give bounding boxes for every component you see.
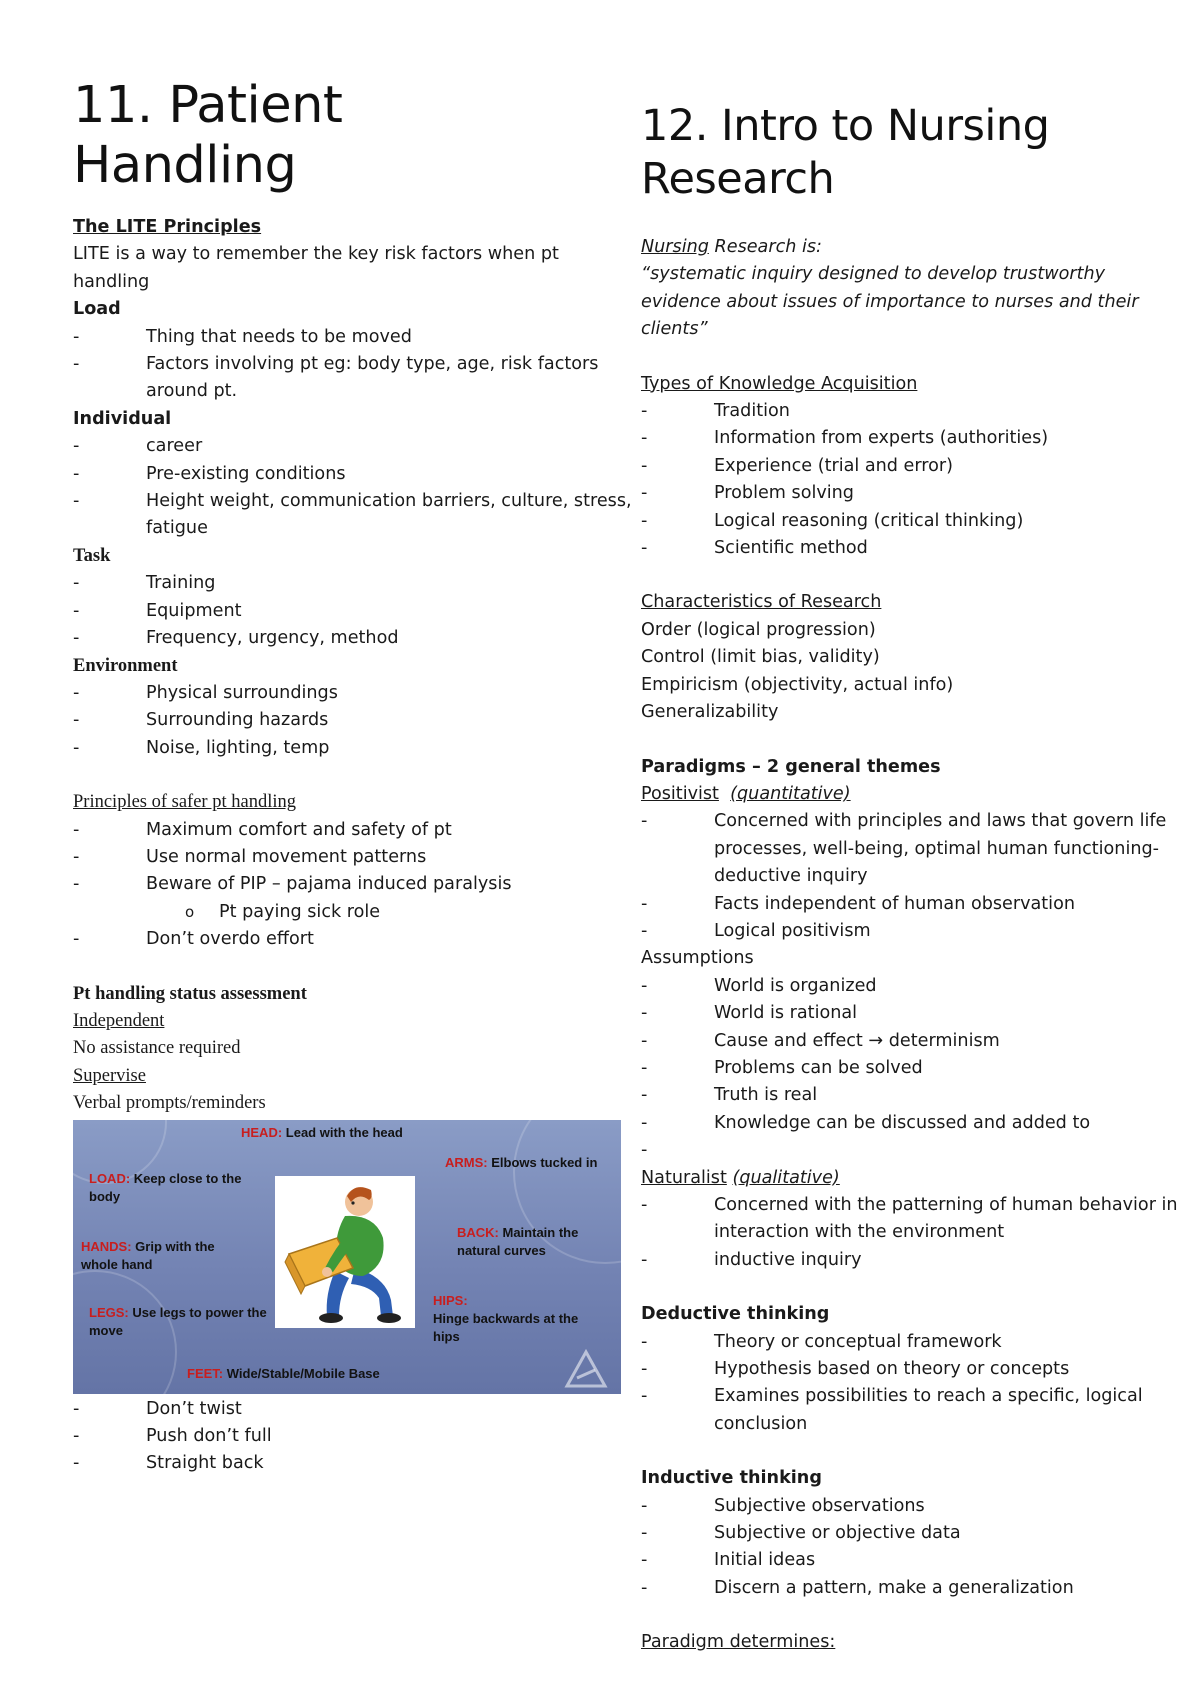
list-item: - Training (73, 570, 633, 597)
load-label: LOAD: Keep close to the body (89, 1170, 242, 1204)
list-item: - Height weight, communication barriers, culture, stress, fatigue (73, 488, 633, 543)
list-item (641, 1137, 1181, 1164)
assessment-heading: Pt handling status assessment (73, 983, 307, 1004)
load-heading: Load (73, 299, 121, 320)
list-item: - World is rational (641, 1000, 1181, 1027)
naturalist-list (641, 1192, 1181, 1274)
list-item: - Problem solving (641, 480, 1181, 507)
list-item: - Logical positivism (641, 918, 1181, 945)
list-item: - Push don’t full (73, 1423, 633, 1450)
list-item: - Thing that needs to be moved (73, 324, 633, 351)
lite-heading: The LITE Principles (73, 217, 262, 237)
section-11-title (73, 0, 633, 196)
individual-heading: Individual (73, 408, 172, 429)
independent-desc: No assistance required (73, 1038, 241, 1059)
list-item: - Subjective observations (641, 1493, 1181, 1520)
list-item: - Concerned with the patterning of human behavior in interaction with the environment (641, 1192, 1181, 1247)
after-image-list (73, 1396, 633, 1478)
list-item: - Physical surroundings (73, 680, 633, 707)
list-item: - Hypothesis based on theory or concepts (641, 1356, 1181, 1383)
paradigm-determines-heading: Paradigm determines: (641, 1632, 836, 1653)
list-item: - Surrounding hazards (73, 707, 633, 734)
list-item: - Discern a pattern, make a generalization (641, 1575, 1181, 1602)
safe-lifting-illustration (73, 1120, 621, 1394)
head-label: HEAD: Lead with the head (241, 1124, 403, 1140)
deductive-heading: Deductive thinking (641, 1304, 830, 1325)
hips-label: HIPS: Hinge backwards at the hips (433, 1292, 579, 1344)
right-body (641, 234, 1181, 1657)
hands-label: HANDS: Grip with the whole hand (81, 1238, 215, 1272)
section-12-title (641, 0, 1181, 206)
list-item: - Noise, lighting, temp (73, 735, 633, 762)
list-item: - Tradition (641, 398, 1181, 425)
nursing-research-quote: “systematic inquiry designed to develop trustworthy evidence about issues of importance to nurses and their clients” (641, 264, 1139, 340)
list-item: - Theory or conceptual framework (641, 1329, 1181, 1356)
paradigms-heading: Paradigms – 2 general themes (641, 756, 941, 777)
safer-handling-list-cont (73, 926, 633, 953)
list-item: - Initial ideas (641, 1547, 1181, 1574)
environment-list (73, 680, 633, 762)
positivist-list (641, 808, 1181, 945)
knowledge-types-heading: Types of Knowledge Acquisition (641, 373, 918, 394)
lite-intro: LITE is a way to remember the key risk factors when pt handling (73, 244, 559, 292)
list-item: - career (73, 433, 633, 460)
deductive-list (641, 1329, 1181, 1439)
feet-label: FEET: Wide/Stable/Mobile Base (187, 1365, 380, 1381)
list-item: - Use normal movement patterns (73, 844, 633, 871)
list-item: - Truth is real (641, 1082, 1181, 1109)
list-item: - Don’t overdo effort (73, 926, 633, 953)
individual-list (73, 433, 633, 543)
inductive-heading: Inductive thinking (641, 1468, 822, 1489)
list-item: - Logical reasoning (critical thinking) (641, 508, 1181, 535)
title-line-2: Handling (73, 136, 297, 195)
characteristic-line: Generalizability (641, 702, 779, 723)
list-item: - Frequency, urgency, method (73, 625, 633, 652)
supervise-label: Supervise (73, 1065, 146, 1086)
task-list (73, 570, 633, 652)
list-item: - Knowledge can be discussed and added to (641, 1110, 1181, 1137)
inductive-list (641, 1493, 1181, 1603)
list-item: - Problems can be solved (641, 1055, 1181, 1082)
title-line-1: 12. Intro to Nursing (641, 101, 1050, 151)
list-item: - Information from experts (authorities) (641, 425, 1181, 452)
person-lifting-box-icon (275, 1176, 415, 1328)
positivist-label: Positivist (quantitative) (641, 783, 851, 804)
naturalist-label: Naturalist (qualitative) (641, 1167, 840, 1188)
safer-handling-heading: Principles of safer pt handling (73, 792, 296, 813)
title-line-2: Research (641, 154, 835, 204)
independent-label: Independent (73, 1010, 165, 1031)
left-column (73, 0, 633, 1478)
environment-heading: Environment (73, 655, 178, 676)
legs-label: LEGS: Use legs to power the move (89, 1304, 267, 1338)
characteristic-line: Control (limit bias, validity) (641, 647, 880, 668)
list-item: - Subjective or objective data (641, 1520, 1181, 1547)
knowledge-types-list (641, 398, 1181, 562)
list-item: - Scientific method (641, 535, 1181, 562)
safer-handling-sublist (73, 899, 633, 926)
list-item: - Pre-existing conditions (73, 461, 633, 488)
right-column (641, 0, 1181, 1657)
list-item: - Factors involving pt eg: body type, age, risk factors around pt. (73, 351, 633, 406)
list-item: - World is organized (641, 973, 1181, 1000)
sub-list-item: o Pt paying sick role (73, 899, 633, 926)
list-item: - Examines possibilities to reach a specific, logical conclusion (641, 1383, 1181, 1438)
characteristic-line: Empiricism (objectivity, actual info) (641, 674, 954, 695)
characteristics-heading: Characteristics of Research (641, 592, 882, 613)
lifting-figure (275, 1176, 415, 1328)
list-item: - Facts independent of human observation (641, 891, 1181, 918)
left-body (73, 214, 633, 1478)
list-item: - inductive inquiry (641, 1247, 1181, 1274)
safer-handling-list (73, 817, 633, 899)
load-list (73, 324, 633, 406)
list-item: - Cause and effect → determinism (641, 1028, 1181, 1055)
assumptions-heading: Assumptions (641, 948, 754, 969)
characteristic-line: Order (logical progression) (641, 619, 876, 640)
back-label: BACK: Maintain the natural curves (457, 1224, 579, 1258)
arms-label: ARMS: Elbows tucked in (445, 1154, 598, 1170)
title-line-1: 11. Patient (73, 76, 343, 135)
assumptions-list (641, 973, 1181, 1165)
list-item: - Maximum comfort and safety of pt (73, 817, 633, 844)
university-logo-icon (563, 1348, 609, 1388)
list-item: - Concerned with principles and laws that govern life processes, well-being, optimal human functioning- deductive inquiry (641, 808, 1181, 890)
task-heading: Task (73, 545, 111, 566)
list-item: - Experience (trial and error) (641, 453, 1181, 480)
list-item: - Beware of PIP – pajama induced paralysis (73, 871, 633, 898)
nursing-research-label: Nursing Research is: (641, 237, 822, 257)
supervise-desc: Verbal prompts/reminders (73, 1093, 266, 1114)
list-item: - Straight back (73, 1450, 633, 1477)
list-item: - Don’t twist (73, 1396, 633, 1423)
list-item: - Equipment (73, 598, 633, 625)
